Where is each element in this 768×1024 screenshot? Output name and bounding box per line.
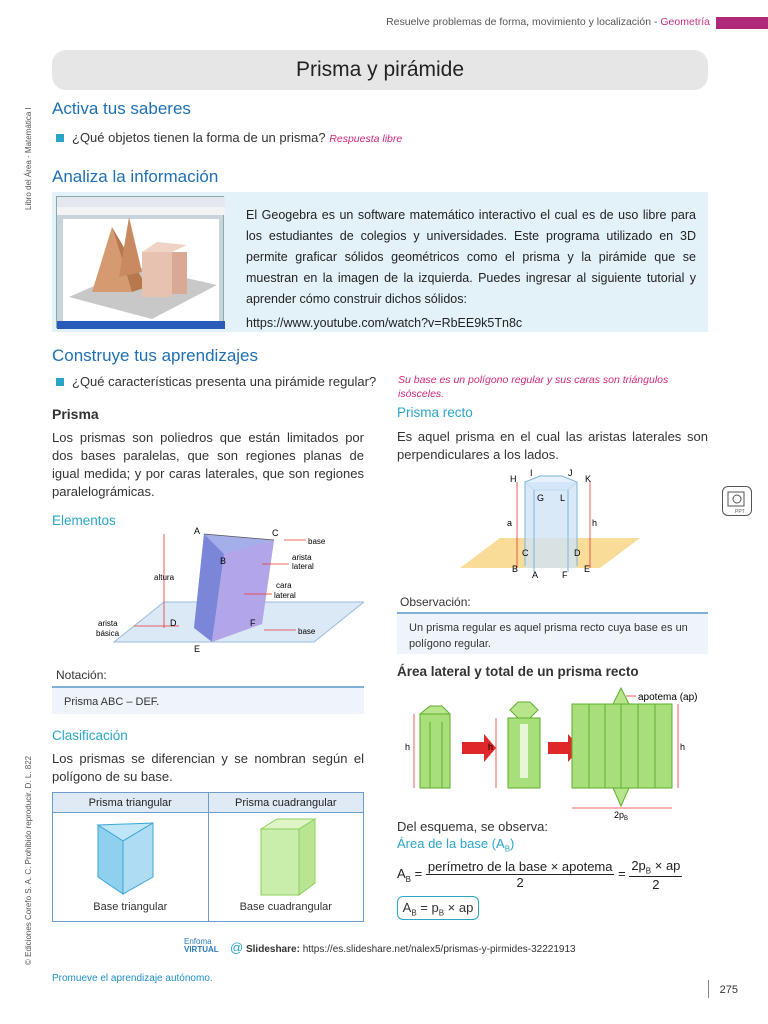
- label-cara-2: lateral: [274, 591, 296, 600]
- label-C: C: [272, 528, 279, 538]
- notacion-box: Prisma ABC – DEF.: [52, 686, 364, 714]
- bullet-icon: [56, 134, 64, 142]
- area-heading: Área lateral y total de un prisma recto: [397, 664, 639, 679]
- area-development-diagram: [400, 684, 710, 822]
- tutorial-link[interactable]: https://www.youtube.com/watch?v=RbEE9k5Tn8c: [246, 316, 523, 330]
- svg-text:C: C: [522, 548, 529, 558]
- svg-text:J: J: [568, 468, 573, 478]
- svg-text:h: h: [680, 742, 686, 752]
- analiza-text: El Geogebra es un software matemático interactivo el cual es de uso libre para los estudiantes de colegios y universidades. Este programa utilizado en 3D permite graficar sólidos geométricos como el prisma y la pirámide que se muestran en la imagen de la izquierda. Puedes ingresar al siguiente tutorial y aprender cómo construir dichos sólidos: https://www.youtube.com/watch?v=RbEE9k5Tn8c: [246, 205, 696, 334]
- construye-answer: Su base es un polígono regular y sus caras son triángulos isósceles.: [398, 374, 669, 400]
- prisma-heading: Prisma: [52, 406, 99, 422]
- slideshare-link[interactable]: https://es.slideshare.net/nalex5/prismas-y-pirmides-32221913: [302, 944, 576, 955]
- prisma-text: Los prismas son poliedros que están limitados por dos bases paralelas, que son regiones planas de igual medida; y por caras laterales, que son regiones paralelográmicas.: [52, 430, 364, 499]
- label-arista-lateral-1: arista: [292, 553, 312, 562]
- elementos-heading: Elementos: [52, 513, 116, 528]
- construye-question: ¿Qué características presenta una pirámide regular?: [72, 374, 377, 389]
- bullet-icon: [56, 378, 64, 386]
- label-cara-1: cara: [276, 581, 292, 590]
- clasificacion-text: Los prismas se diferencian y se nombran según el polígono de su base.: [52, 751, 364, 784]
- svg-text:D: D: [574, 548, 581, 558]
- prisma-recto-heading: Prisma recto: [397, 405, 473, 420]
- caption-base-cuadrangular: Base cuadrangular: [239, 901, 332, 913]
- svg-text:2pB: $2p_B$: [614, 810, 629, 822]
- page-title: Prisma y pirámide: [52, 50, 708, 90]
- label-D: D: [170, 618, 177, 628]
- svg-text:h: h: [488, 742, 494, 752]
- label-B: B: [220, 556, 227, 566]
- observacion-label: Observación:: [400, 595, 471, 609]
- label-A: A: [194, 526, 201, 536]
- col-prisma-triangular: Prisma triangular: [53, 793, 209, 812]
- clasificacion-heading: Clasificación: [52, 728, 128, 743]
- label-arista-basica-1: arista: [98, 619, 118, 628]
- label-arista-basica-2: básica: [96, 629, 120, 638]
- label-E: E: [194, 644, 201, 654]
- col-prisma-cuadrangular: Prisma cuadrangular: [235, 797, 337, 809]
- svg-text:h: h: [405, 742, 411, 752]
- footer-text: Promueve el aprendizaje autónomo.: [52, 973, 213, 984]
- enfoma-logo: Enfoma VIRTUAL: [184, 937, 219, 954]
- prisma-elements-diagram: [84, 524, 364, 664]
- side-copyright: © Ediciones Corefo S. A. C. Prohibido reproducir. D. L. 822: [24, 755, 33, 965]
- svg-text:F: F: [562, 570, 568, 580]
- triangular-prism-icon: [93, 819, 173, 899]
- svg-text:I: I: [530, 468, 533, 478]
- esquema-text: Del esquema, se observa:: [397, 819, 549, 834]
- svg-text:A: A: [532, 570, 539, 580]
- svg-text:H: H: [510, 474, 517, 484]
- activa-question: ¿Qué objetos tienen la forma de un prisma? Respuesta libre: [72, 130, 403, 145]
- area-base-result: $A_B = p_B$ × ap: [397, 896, 479, 920]
- header-text: Resuelve problemas de forma, movimiento y localización -: [386, 16, 658, 28]
- activa-heading: Activa tus saberes: [52, 99, 191, 118]
- header-subject: Geometría: [660, 16, 710, 28]
- label-altura: altura: [154, 573, 175, 582]
- svg-text:a: a: [507, 518, 513, 528]
- side-book-label: Libro del Área - Matemática I: [24, 107, 33, 210]
- label-F: F: [250, 618, 256, 628]
- svg-text:B: B: [512, 564, 519, 574]
- page-header: [0, 14, 768, 32]
- page-divider: [708, 980, 709, 998]
- svg-text:E: E: [584, 564, 591, 574]
- label-base-top: base: [308, 537, 326, 546]
- header-accent-bar: [716, 17, 768, 29]
- area-base-heading: Área de la base $(A_B)$: [397, 836, 515, 854]
- square-prism-icon: [257, 817, 337, 899]
- observacion-box: Un prisma regular es aquel prisma recto cuya base es un polígono regular.: [397, 612, 708, 654]
- svg-text:h: h: [592, 518, 598, 528]
- geogebra-screenshot: [56, 196, 224, 328]
- activa-answer: Respuesta libre: [329, 133, 403, 145]
- svg-text:L: L: [560, 493, 566, 503]
- at-icon: @: [230, 940, 244, 955]
- prisma-recto-text: Es aquel prisma en el cual las aristas laterales son perpendiculares a los lados.: [397, 429, 708, 462]
- ppt-icon[interactable]: [722, 486, 752, 516]
- apotema-label: apotema (ap): [638, 692, 698, 703]
- prisma-recto-diagram: [440, 468, 650, 586]
- analiza-heading: Analiza la información: [52, 167, 219, 186]
- label-arista-lateral-2: lateral: [292, 562, 314, 571]
- page-number: 275: [719, 984, 738, 996]
- label-base-bottom: base: [298, 627, 316, 636]
- svg-text:PPT: PPT: [735, 509, 745, 515]
- caption-base-triangular: Base triangular: [93, 901, 168, 913]
- svg-text:K: K: [585, 474, 592, 484]
- notacion-label: Notación:: [56, 668, 107, 682]
- clasificacion-table: [52, 792, 364, 922]
- svg-text:G: G: [537, 493, 545, 503]
- construye-heading: Construye tus aprendizajes: [52, 346, 259, 365]
- area-base-formula: $A_B$ = $\frac{\text{perímetro de la base × apotema}}{2}$ = $\frac{2p_B \times ap}{2}$: [397, 858, 681, 892]
- slideshare-ref: @ Slideshare: https://es.slideshare.net/nalex5/prismas-y-pirmides-32221913: [230, 940, 576, 955]
